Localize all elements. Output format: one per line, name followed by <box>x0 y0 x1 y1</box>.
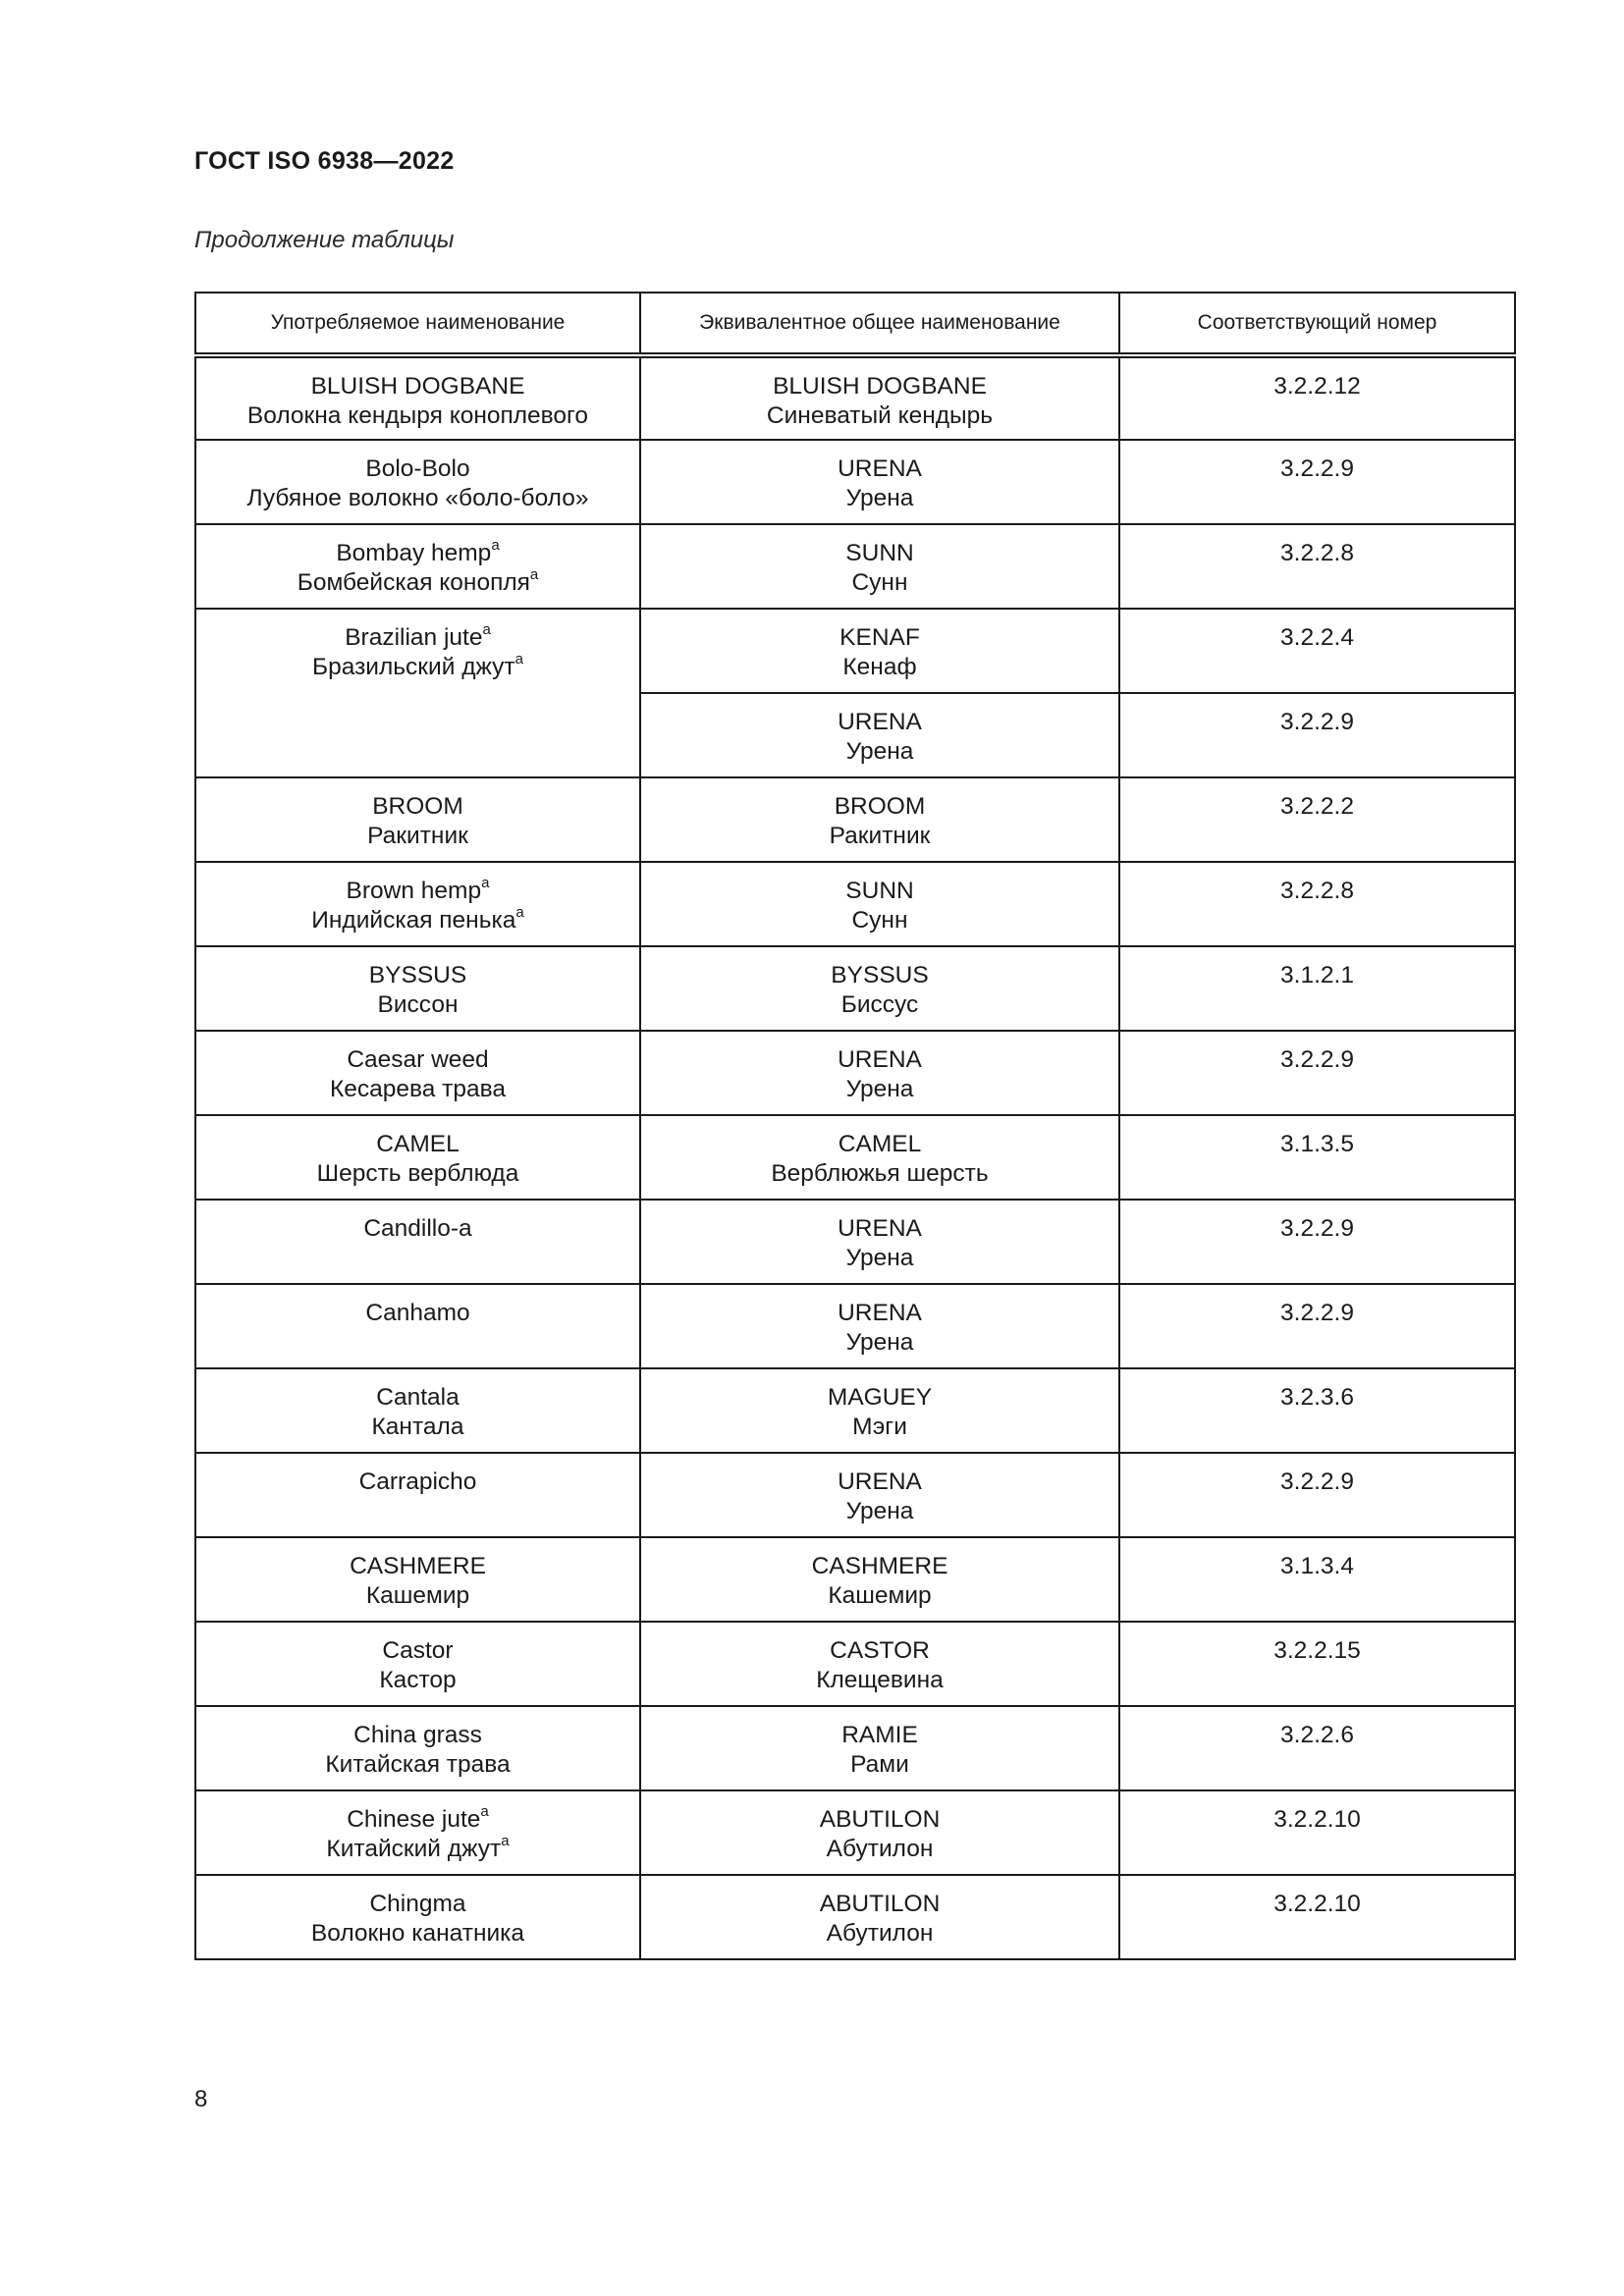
section-number-cell: 3.2.2.8 <box>1119 862 1515 946</box>
table-row <box>195 1200 1515 1284</box>
cell-text: Индийская пенька <box>311 907 516 934</box>
cell-line <box>641 484 1118 513</box>
section-number-cell: 3.2.2.15 <box>1119 1622 1515 1706</box>
section-number-cell: 3.2.2.6 <box>1119 1706 1515 1790</box>
cell-line <box>641 1159 1118 1189</box>
section-number-cell: 3.2.2.9 <box>1119 440 1515 524</box>
cell-line <box>641 1636 1118 1666</box>
cell-line <box>641 539 1118 568</box>
cell-text: Brazilian jute <box>345 624 483 651</box>
cell-text: Рами <box>850 1751 909 1778</box>
cell-line <box>641 1666 1118 1695</box>
cell-text: URENA <box>838 1468 922 1495</box>
cell-text: SUNN <box>845 878 914 904</box>
section-number-cell: 3.2.2.9 <box>1119 693 1515 777</box>
footnote-marker: a <box>501 1832 510 1849</box>
cell-text: Кантала <box>371 1414 464 1440</box>
cell-text: Лубяное волокно «боло-боло» <box>246 485 589 511</box>
table-header-row <box>195 293 1515 355</box>
cell-line <box>196 650 639 682</box>
cell-text: Синеватый кендырь <box>766 402 994 429</box>
section-number-cell: 3.2.2.8 <box>1119 524 1515 609</box>
cell-line <box>196 1552 639 1581</box>
footnote-marker: a <box>482 620 491 638</box>
used-name-cell <box>195 1875 640 1959</box>
column-header-number: Соответствующий номер <box>1119 293 1515 355</box>
cell-line <box>641 1383 1118 1413</box>
cell-line <box>641 1130 1118 1159</box>
cell-line <box>641 1075 1118 1104</box>
table-row <box>195 355 1515 440</box>
table-row <box>195 1706 1515 1790</box>
used-name-cell <box>195 777 640 862</box>
cell-line <box>196 1075 639 1104</box>
table-row <box>195 1537 1515 1622</box>
equivalent-name-cell <box>640 862 1119 946</box>
cell-text: URENA <box>838 709 922 735</box>
equivalent-name-cell <box>640 693 1119 777</box>
cell-line <box>641 1328 1118 1358</box>
cell-line <box>641 1244 1118 1273</box>
cell-line <box>641 737 1118 767</box>
cell-text: Ракитник <box>829 823 931 849</box>
cell-line <box>641 623 1118 653</box>
cell-text: URENA <box>838 1046 922 1073</box>
column-header-used-name: Употребляемое наименование <box>195 293 640 355</box>
footnote-marker: a <box>491 536 500 554</box>
cell-line <box>641 990 1118 1020</box>
cell-line <box>196 372 639 401</box>
equivalent-name-cell <box>640 1706 1119 1790</box>
section-number-cell: 3.1.2.1 <box>1119 946 1515 1031</box>
cell-text: Верблюжья шерсть <box>771 1160 989 1187</box>
cell-line <box>196 536 639 568</box>
equivalent-name-cell <box>640 777 1119 862</box>
table-row <box>195 1031 1515 1115</box>
cell-line <box>196 1299 639 1328</box>
equivalent-name-cell <box>640 1790 1119 1875</box>
cell-text: Китайский джут <box>326 1836 502 1862</box>
cell-line <box>196 1159 639 1189</box>
cell-line <box>641 1805 1118 1835</box>
used-name-cell <box>195 1706 640 1790</box>
cell-line <box>641 961 1118 990</box>
cell-line <box>196 1214 639 1244</box>
cell-text: Биссус <box>840 991 919 1018</box>
cell-line <box>641 1835 1118 1864</box>
footnote-marker: a <box>480 1802 489 1820</box>
footnote-marker: a <box>515 903 524 921</box>
document-header: ГОСТ ISO 6938—2022 <box>194 147 455 175</box>
table-row <box>195 1284 1515 1368</box>
cell-text: CASHMERE <box>811 1553 948 1579</box>
cell-text: Brown hemp <box>346 878 482 904</box>
section-number-cell: 3.1.3.5 <box>1119 1115 1515 1200</box>
cell-line <box>196 1666 639 1695</box>
used-name-cell <box>195 1284 640 1368</box>
equivalent-name-cell <box>640 440 1119 524</box>
cell-line <box>196 454 639 484</box>
column-header-equivalent-name: Эквивалентное общее наименование <box>640 293 1119 355</box>
cell-line <box>196 401 639 431</box>
cell-text: CAMEL <box>838 1131 922 1157</box>
equivalent-name-cell <box>640 946 1119 1031</box>
cell-text: CAMEL <box>376 1131 460 1157</box>
equivalent-name-cell <box>640 1115 1119 1200</box>
cell-text: RAMIE <box>841 1722 918 1748</box>
cell-text: Candillo-a <box>363 1215 472 1242</box>
cell-text: Сунн <box>851 907 908 934</box>
section-number-cell: 3.2.2.9 <box>1119 1453 1515 1537</box>
cell-text: BYSSUS <box>368 962 467 988</box>
cell-text: Кастор <box>379 1667 457 1693</box>
cell-line <box>196 1130 639 1159</box>
cell-text: Carrapicho <box>358 1468 477 1495</box>
cell-text: Урена <box>845 485 914 511</box>
cell-text: Китайская трава <box>325 1751 511 1778</box>
cell-line <box>641 792 1118 822</box>
cell-text: Клещевина <box>816 1667 944 1693</box>
cell-line <box>641 1045 1118 1075</box>
cell-text: Абутилон <box>826 1920 934 1947</box>
cell-text: MAGUEY <box>827 1384 933 1411</box>
cell-text: Урена <box>845 1076 914 1102</box>
used-name-cell <box>195 1368 640 1453</box>
footnote-marker: a <box>529 565 539 583</box>
cell-text: Шерсть верблюда <box>316 1160 519 1187</box>
used-name-cell <box>195 440 640 524</box>
equivalent-name-cell <box>640 609 1119 693</box>
section-number-cell: 3.2.2.4 <box>1119 609 1515 693</box>
cell-line <box>641 1552 1118 1581</box>
table-continuation-label: Продолжение таблицы <box>194 227 455 253</box>
cell-line <box>641 1919 1118 1949</box>
table-row <box>195 440 1515 524</box>
section-number-cell: 3.2.2.9 <box>1119 1200 1515 1284</box>
table-row <box>195 777 1515 862</box>
cell-line <box>196 484 639 513</box>
cell-line <box>641 1721 1118 1750</box>
cell-text: Бразильский джут <box>312 654 515 680</box>
cell-line <box>641 1468 1118 1497</box>
used-name-cell <box>195 609 640 777</box>
cell-line <box>196 1636 639 1666</box>
cell-line <box>196 1890 639 1919</box>
cell-text: Урена <box>845 1245 914 1271</box>
table-row <box>195 609 1515 693</box>
used-name-cell <box>195 1790 640 1875</box>
cell-text: URENA <box>838 455 922 482</box>
section-number-cell: 3.2.2.10 <box>1119 1790 1515 1875</box>
section-number-cell: 3.2.2.9 <box>1119 1031 1515 1115</box>
equivalent-name-cell <box>640 1875 1119 1959</box>
cell-line <box>196 1468 639 1497</box>
cell-text: KENAF <box>839 624 920 651</box>
cell-text: Сунн <box>851 569 908 596</box>
cell-line <box>196 990 639 1020</box>
cell-text: Chinese jute <box>347 1806 481 1833</box>
cell-line <box>641 568 1118 598</box>
cell-text: BLUISH DOGBANE <box>773 373 987 400</box>
equivalent-name-cell <box>640 355 1119 440</box>
cell-text: URENA <box>838 1300 922 1326</box>
used-name-cell <box>195 1031 640 1115</box>
cell-text: Castor <box>382 1637 454 1664</box>
cell-text: Bolo-Bolo <box>365 455 470 482</box>
cell-line <box>196 822 639 851</box>
cell-line <box>196 1750 639 1780</box>
cell-line <box>196 1383 639 1413</box>
cell-text: Урена <box>845 1329 914 1356</box>
cell-line <box>196 1581 639 1611</box>
cell-text: Canhamo <box>365 1300 470 1326</box>
page-number: 8 <box>194 2086 208 2112</box>
cell-text: Cantala <box>376 1384 460 1411</box>
used-name-cell <box>195 1537 640 1622</box>
equivalent-name-cell <box>640 1200 1119 1284</box>
used-name-cell <box>195 946 640 1031</box>
cell-text: Волокна кендыря коноплевого <box>246 402 589 429</box>
equivalent-name-cell <box>640 1537 1119 1622</box>
cell-line <box>641 1413 1118 1442</box>
equivalent-name-cell <box>640 1284 1119 1368</box>
equivalent-name-cell <box>640 1622 1119 1706</box>
cell-line <box>641 1750 1118 1780</box>
cell-line <box>196 565 639 598</box>
fibre-names-table <box>194 292 1516 1960</box>
cell-line <box>641 1497 1118 1526</box>
cell-line <box>641 1581 1118 1611</box>
used-name-cell <box>195 1622 640 1706</box>
cell-line <box>641 372 1118 401</box>
used-name-cell <box>195 524 640 609</box>
cell-text: Кесарева трава <box>329 1076 507 1102</box>
cell-text: BROOM <box>372 793 463 820</box>
equivalent-name-cell <box>640 524 1119 609</box>
used-name-cell <box>195 1115 640 1200</box>
table-row <box>195 1622 1515 1706</box>
cell-line <box>196 1413 639 1442</box>
cell-text: CASTOR <box>830 1637 930 1664</box>
cell-line <box>641 1214 1118 1244</box>
section-number-cell: 3.2.2.9 <box>1119 1284 1515 1368</box>
table-row <box>195 524 1515 609</box>
cell-line <box>196 874 639 906</box>
cell-line <box>641 1299 1118 1328</box>
cell-line <box>196 620 639 653</box>
cell-text: Урена <box>845 1498 914 1524</box>
section-number-cell: 3.2.2.12 <box>1119 355 1515 440</box>
section-number-cell: 3.2.2.2 <box>1119 777 1515 862</box>
table-row <box>195 862 1515 946</box>
cell-line <box>641 454 1118 484</box>
cell-text: BLUISH DOGBANE <box>310 373 525 400</box>
cell-line <box>641 653 1118 682</box>
table-row <box>195 1453 1515 1537</box>
cell-line <box>196 792 639 822</box>
cell-line <box>641 1890 1118 1919</box>
cell-text: Кашемир <box>828 1582 932 1609</box>
cell-text: Мэги <box>852 1414 907 1440</box>
cell-line <box>196 1919 639 1949</box>
table-row <box>195 1115 1515 1200</box>
cell-line <box>641 822 1118 851</box>
section-number-cell: 3.1.3.4 <box>1119 1537 1515 1622</box>
table-row <box>195 1875 1515 1959</box>
table-row <box>195 946 1515 1031</box>
cell-line <box>641 906 1118 935</box>
cell-line <box>641 708 1118 737</box>
cell-line <box>641 401 1118 431</box>
equivalent-name-cell <box>640 1031 1119 1115</box>
cell-text: Кенаф <box>842 654 917 680</box>
table-row <box>195 1368 1515 1453</box>
cell-text: URENA <box>838 1215 922 1242</box>
cell-text: BROOM <box>834 793 926 820</box>
cell-line <box>641 877 1118 906</box>
cell-line <box>196 1045 639 1075</box>
cell-text: ABUTILON <box>819 1806 941 1833</box>
footnote-marker: a <box>514 650 523 667</box>
cell-text: Абутилон <box>826 1836 934 1862</box>
cell-line <box>196 1802 639 1835</box>
cell-text: Caesar weed <box>347 1046 489 1073</box>
used-name-cell <box>195 862 640 946</box>
cell-text: SUNN <box>845 540 914 566</box>
used-name-cell <box>195 1200 640 1284</box>
cell-text: China grass <box>353 1722 482 1748</box>
section-number-cell: 3.2.3.6 <box>1119 1368 1515 1453</box>
used-name-cell <box>195 1453 640 1537</box>
section-number-cell: 3.2.2.10 <box>1119 1875 1515 1959</box>
table-body <box>195 355 1515 1959</box>
cell-text: Урена <box>845 738 914 765</box>
cell-line <box>196 1721 639 1750</box>
cell-text: ABUTILON <box>819 1891 941 1917</box>
cell-text: Бомбейская конопля <box>297 569 530 596</box>
used-name-cell <box>195 355 640 440</box>
cell-line <box>196 961 639 990</box>
cell-text: Bombay hemp <box>336 540 492 566</box>
cell-line <box>196 903 639 935</box>
cell-text: CASHMERE <box>350 1553 486 1579</box>
equivalent-name-cell <box>640 1453 1119 1537</box>
cell-text: Волокно канатника <box>310 1920 525 1947</box>
table-row <box>195 1790 1515 1875</box>
cell-text: Chingma <box>369 1891 466 1917</box>
cell-text: Виссон <box>377 991 459 1018</box>
equivalent-name-cell <box>640 1368 1119 1453</box>
cell-text: Кашемир <box>365 1582 470 1609</box>
cell-text: BYSSUS <box>831 962 929 988</box>
cell-text: Ракитник <box>367 823 468 849</box>
footnote-marker: a <box>481 874 490 891</box>
cell-line <box>196 1832 639 1864</box>
